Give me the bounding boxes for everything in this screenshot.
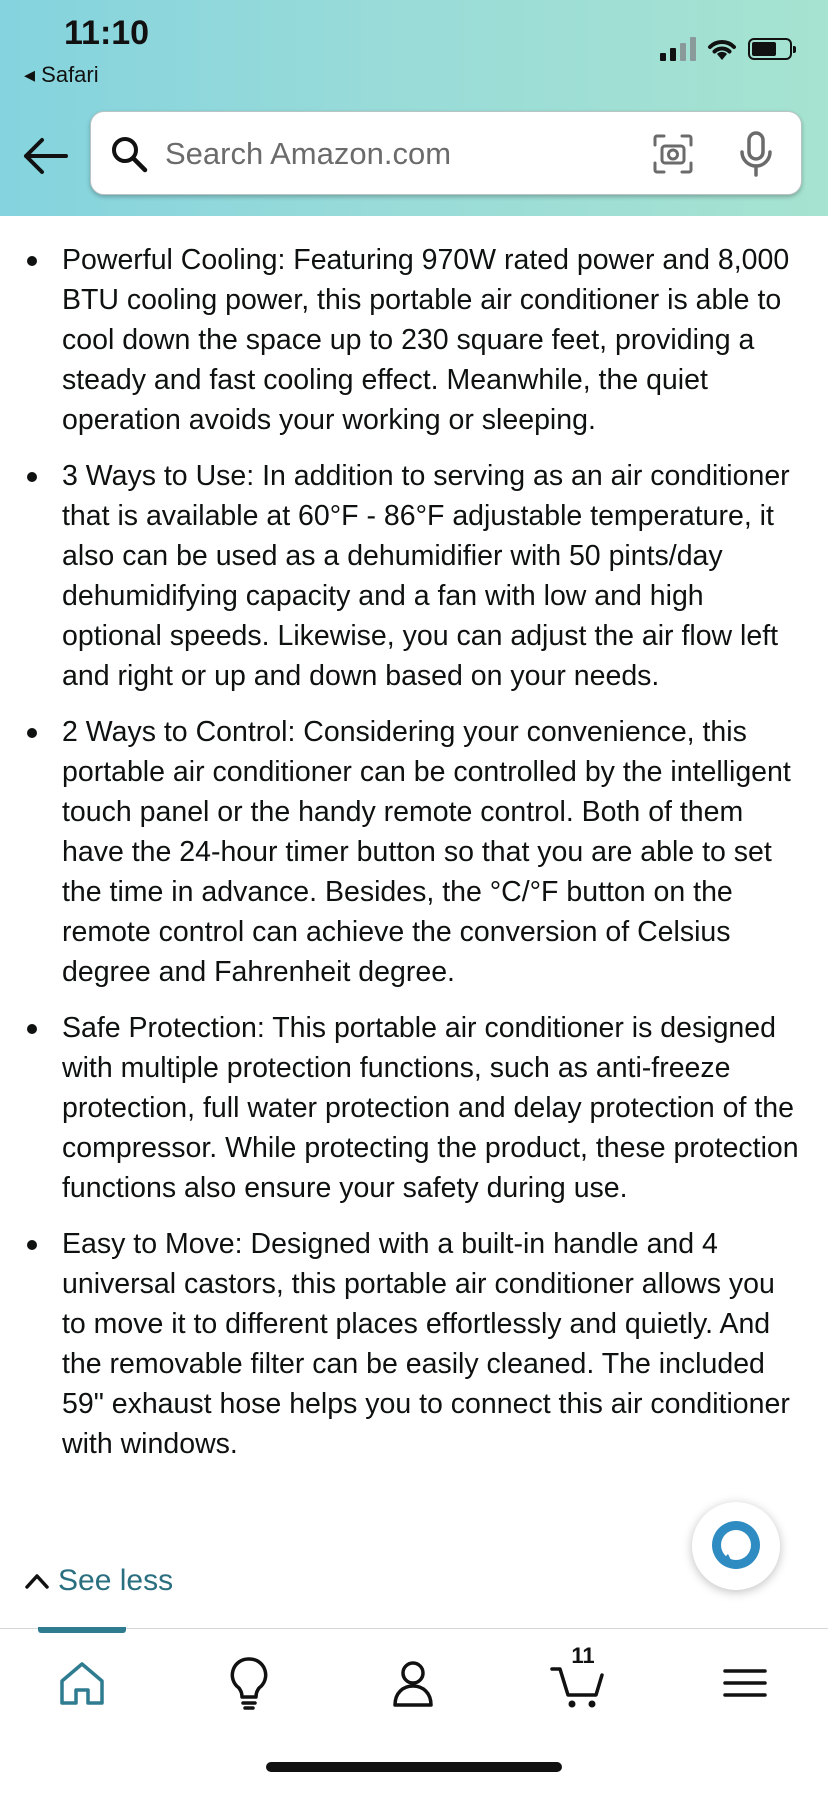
back-arrow-icon[interactable]	[22, 136, 70, 176]
see-less-label: See less	[58, 1564, 174, 1597]
cart-icon	[548, 1653, 608, 1713]
feature-bullet: Powerful Cooling: Featuring 970W rated power and 8,000 BTU cooling power, this portable air conditioner is able to cool down the space up to 230 square feet, providing a steady and fast cooling effect. Meanwhile, the quiet operation avoids your working or sleeping.	[0, 240, 828, 440]
home-icon	[52, 1653, 112, 1713]
chevron-up-icon	[24, 1571, 50, 1591]
wifi-icon	[706, 36, 738, 62]
feature-bullet: 2 Ways to Control: Considering your convenience, this portable air conditioner can be controlled by the intelligent touch panel or the handy remote control. Both of them have the 24-hour timer button so that you are able to set the time in advance. Besides, the °C/°F button on the remote control can achieve the conversion of Celsius degree and Fahrenheit degree.	[0, 712, 828, 992]
feature-bullet: 3 Ways to Use: In addition to serving as an air conditioner that is available at 60°F - 86°F adjustable temperature, it also can be used as a dehumidifier with 50 pints/day dehumidifying capacity and a fan with low and high optional speeds. Likewise, you can adjust the air flow left and right or up and down based on your needs.	[0, 456, 828, 696]
alexa-icon	[708, 1518, 764, 1574]
feature-bullet: Safe Protection: This portable air conditioner is designed with multiple protection functions, such as anti-freeze protection, full water protection and delay protection of the compressor. While protecting the product, these protection functions also ensure your safety during use.	[0, 1008, 828, 1208]
menu-icon	[715, 1653, 775, 1713]
feature-bullet: Easy to Move: Designed with a built-in handle and 4 universal castors, this portable air conditioner allows you to move it to different places effortlessly and quietly. And the removable filter can be easily cleaned. The included 59" exhaust hose helps you to connect this air conditioner with windows.	[0, 1224, 828, 1464]
status-time: 11:10	[64, 14, 150, 52]
nav-cart[interactable]	[548, 1653, 608, 1713]
feature-bullets	[0, 240, 828, 1464]
status-icons	[660, 34, 792, 64]
back-app-label: Safari	[41, 62, 99, 87]
camera-icon[interactable]	[651, 132, 695, 176]
nav-home[interactable]	[52, 1653, 112, 1713]
cart-count: 11	[571, 1643, 595, 1668]
nav-account[interactable]	[383, 1653, 443, 1713]
microphone-icon[interactable]	[737, 130, 775, 178]
signal-icon	[660, 37, 696, 61]
nav-menu[interactable]	[715, 1653, 775, 1713]
nav-inspire[interactable]	[219, 1653, 279, 1713]
account-icon	[383, 1653, 443, 1713]
lightbulb-icon	[219, 1653, 279, 1713]
search-box[interactable]	[90, 111, 802, 195]
back-to-safari[interactable]: ◂ Safari	[24, 62, 99, 87]
home-indicator	[266, 1762, 562, 1772]
search-icon	[109, 134, 149, 174]
see-less-link[interactable]	[24, 1564, 173, 1598]
alexa-chat-button[interactable]	[692, 1502, 780, 1590]
battery-icon	[748, 38, 792, 60]
active-tab-indicator	[38, 1627, 126, 1633]
product-description	[0, 240, 828, 1480]
header	[0, 0, 828, 216]
search-input[interactable]	[163, 130, 597, 178]
